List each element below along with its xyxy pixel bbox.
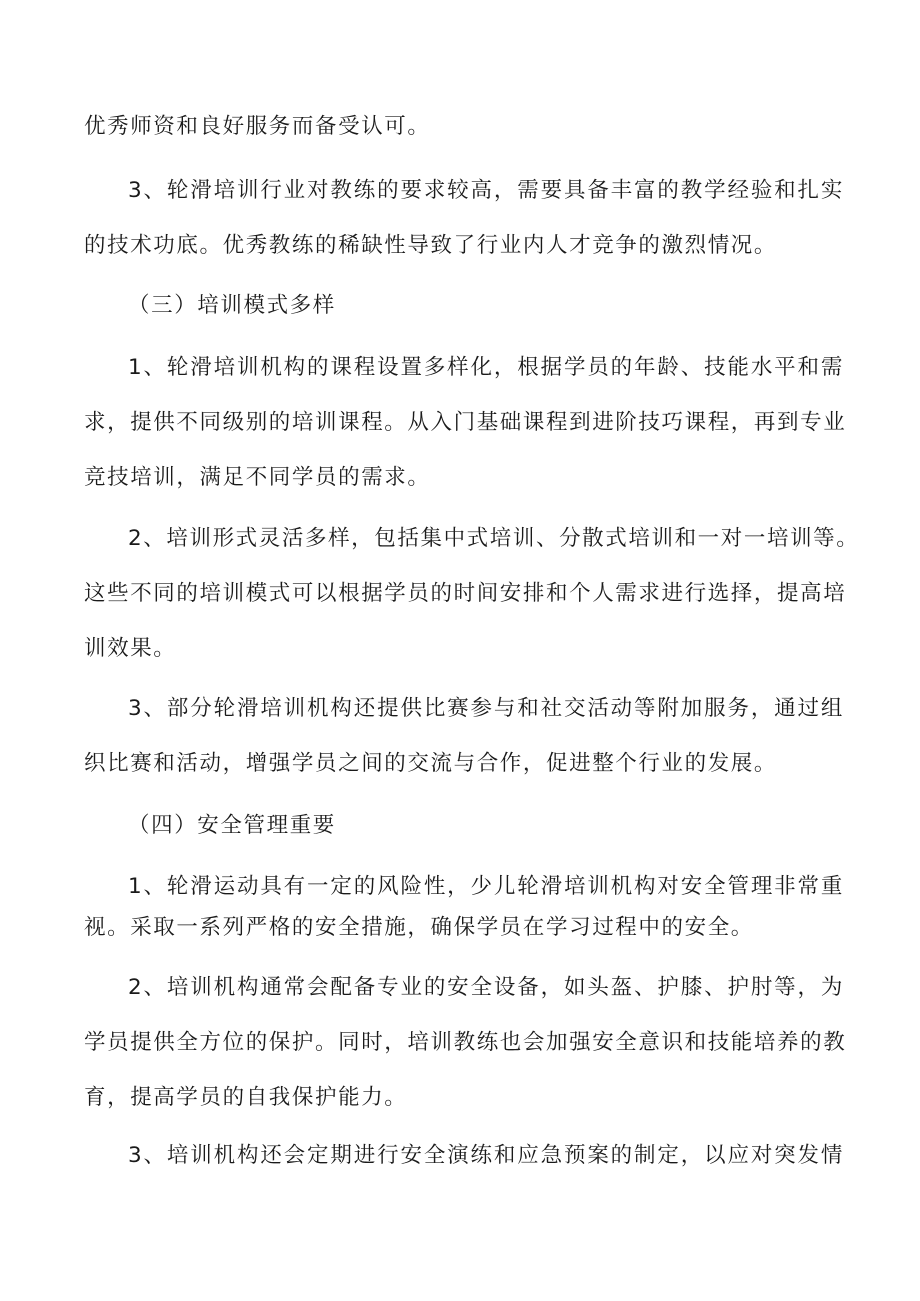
paragraph-line: 3、轮滑培训行业对教练的要求较高，需要具备丰富的教学经验和扎实	[128, 178, 844, 203]
paragraph-line: 1、轮滑培训机构的课程设置多样化，根据学员的年龄、技能水平和需	[128, 355, 844, 380]
paragraph-line: 3、部分轮滑培训机构还提供比赛参与和社交活动等附加服务，通过组	[128, 696, 844, 721]
paragraph-line: 3、培训机构还会定期进行安全演练和应急预案的制定，以应对突发情	[128, 1143, 844, 1168]
section-heading: （四）安全管理重要	[128, 813, 336, 838]
paragraph-line: 视。采取一系列严格的安全措施，确保学员在学习过程中的安全。	[84, 915, 754, 940]
paragraph-line: 学员提供全方位的保护。同时，培训教练也会加强安全意识和技能培养的教	[84, 1030, 847, 1055]
section-heading: （三）培训模式多样	[128, 293, 336, 318]
paragraph-line: 1、轮滑运动具有一定的风险性，少儿轮滑培训机构对安全管理非常重	[128, 874, 844, 899]
paragraph-line: 竞技培训，满足不同学员的需求。	[84, 465, 431, 490]
paragraph-line: 这些不同的培训模式可以根据学员的时间安排和个人需求进行选择，提高培	[84, 581, 847, 606]
paragraph-line: 的技术功底。优秀教练的稀缺性导致了行业内人才竞争的激烈情况。	[84, 233, 778, 258]
paragraph-line: 优秀师资和良好服务而备受认可。	[84, 114, 431, 139]
paragraph-line: 训效果。	[84, 636, 177, 661]
paragraph-line: 2、培训形式灵活多样，包括集中式培训、分散式培训和一对一培训等。	[128, 526, 860, 551]
paragraph-line: 2、培训机构通常会配备专业的安全设备，如头盔、护膝、护肘等，为	[128, 975, 844, 1000]
paragraph-line: 育，提高学员的自我保护能力。	[84, 1085, 408, 1110]
paragraph-line: 求，提供不同级别的培训课程。从入门基础课程到进阶技巧课程，再到专业	[84, 410, 847, 435]
paragraph-line: 织比赛和活动，增强学员之间的交流与合作，促进整个行业的发展。	[84, 751, 778, 776]
